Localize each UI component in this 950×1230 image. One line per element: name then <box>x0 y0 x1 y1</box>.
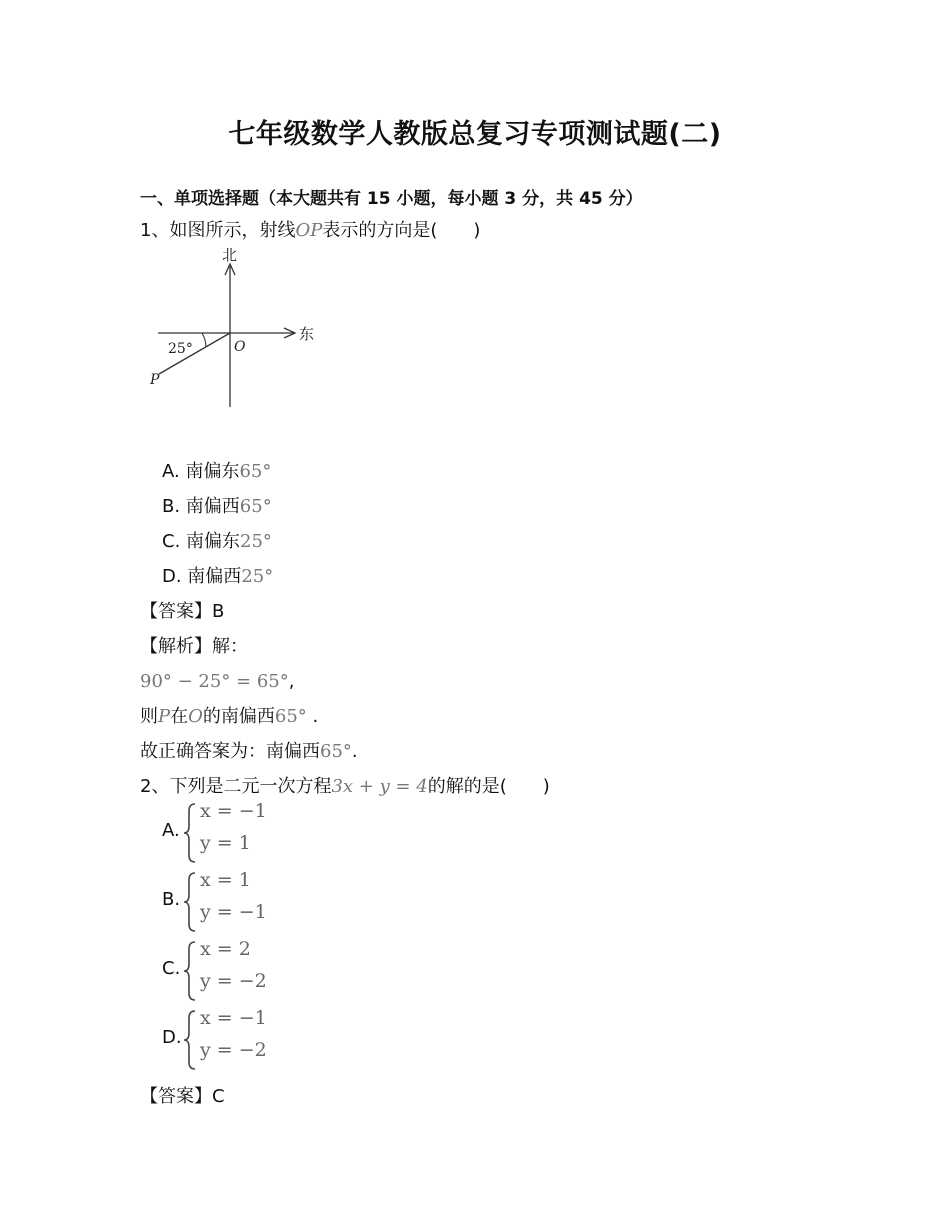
section-heading: 一、单项选择题（本大题共有 15 小题，每小题 3 分，共 45 分） <box>140 189 643 209</box>
angle-arc <box>202 333 206 347</box>
label-north: 北 <box>222 246 238 264</box>
q2-option-b: B. x = 1 y = −1 <box>162 869 462 935</box>
q2-answer: 【答案】C <box>140 1086 225 1107</box>
q1-option-a: A. 南偏东65° <box>162 461 272 482</box>
q1-analysis: 【解析】解： <box>140 636 248 657</box>
q1-option-d: D. 南偏西25° <box>162 566 274 587</box>
brace-icon <box>182 940 198 1002</box>
label-origin: O <box>234 339 246 355</box>
brace-icon <box>182 802 198 864</box>
direction-diagram <box>150 244 330 414</box>
label-point: P <box>150 372 160 388</box>
q2-option-a: A. x = −1 y = 1 <box>162 800 462 866</box>
q2-option-c: C. x = 2 y = −2 <box>162 938 462 1004</box>
q1-calc: 90° − 25° = 65°, <box>140 671 295 692</box>
question-1: 1、如图所示，射线OP表示的方向是( ) <box>140 220 481 241</box>
q1-conclusion: 故正确答案为：南偏西65°. <box>140 741 358 762</box>
label-east: 东 <box>299 325 315 343</box>
q1-answer: 【答案】B <box>140 601 225 622</box>
brace-icon <box>182 871 198 933</box>
q1-option-b: B. 南偏西65° <box>162 496 272 517</box>
q1-option-c: C. 南偏东25° <box>162 531 272 552</box>
question-2: 2、下列是二元一次方程3x + y = 4的解的是( ) <box>140 776 550 797</box>
label-angle: 25° <box>168 341 193 357</box>
math-equation: 3x + y = 4 <box>331 776 428 797</box>
q2-option-d: D. x = −1 y = −2 <box>162 1007 462 1073</box>
brace-icon <box>182 1009 198 1071</box>
page-title: 七年级数学人教版总复习专项测试题(二) <box>228 119 722 150</box>
q1-then: 则P在O的南偏西65° . <box>140 706 319 727</box>
math-op: OP <box>295 220 323 241</box>
